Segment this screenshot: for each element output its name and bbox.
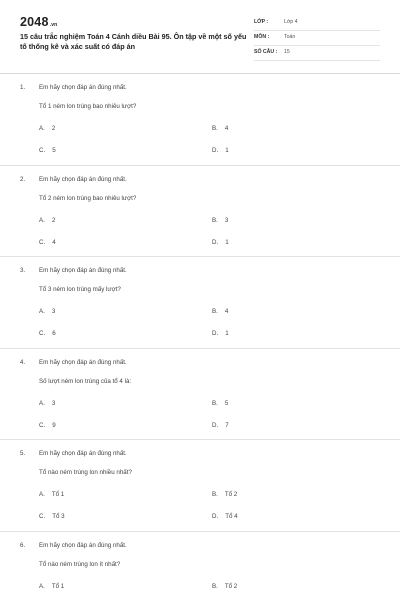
- answer-option[interactable]: [212, 308, 228, 315]
- option-letter: D.: [212, 421, 219, 429]
- question-text: Số lượt ném lon trúng của tổ 4 là:: [39, 377, 132, 385]
- meta-value: Lớp 4: [284, 19, 298, 25]
- question-instruction: Em hãy chọn đáp án đúng nhất.: [39, 358, 127, 366]
- question-block: [0, 257, 400, 349]
- answer-option[interactable]: [212, 491, 237, 498]
- answer-option[interactable]: [212, 217, 228, 224]
- answer-option[interactable]: [212, 239, 229, 246]
- option-value: 5: [52, 147, 56, 154]
- question-number: 6.: [20, 541, 26, 549]
- option-value: 1: [225, 238, 229, 246]
- question-block: [0, 440, 400, 532]
- meta-label: LỚP :: [254, 19, 269, 25]
- option-value: Tổ 2: [224, 582, 238, 590]
- answer-option[interactable]: [212, 330, 229, 337]
- question-block: [0, 166, 400, 258]
- meta-row-count: [254, 46, 380, 61]
- question-number: 2.: [20, 175, 26, 183]
- option-value: 3: [51, 308, 56, 315]
- meta-table: [254, 16, 380, 61]
- page-title: 15 câu trắc nghiệm Toán 4 Cánh diều Bài 95. Ôn tập về một số yếu tố thống kê và xác suất có đáp án: [20, 32, 247, 51]
- site-logo[interactable]: [20, 15, 57, 29]
- option-value: 2: [51, 125, 56, 132]
- option-letter: C.: [39, 513, 46, 520]
- option-value: 2: [51, 216, 56, 224]
- option-value: Tổ 4: [225, 513, 238, 520]
- option-letter: C.: [39, 330, 46, 337]
- option-value: 1: [225, 147, 229, 154]
- question-text: Tổ nào ném trúng lon nhiều nhất?: [39, 469, 132, 476]
- option-letter: C.: [39, 147, 46, 154]
- answer-option[interactable]: [39, 491, 64, 498]
- option-value: 3: [224, 216, 229, 224]
- answer-option[interactable]: [39, 239, 56, 246]
- answer-option[interactable]: [39, 330, 56, 337]
- option-value: 4: [224, 125, 229, 132]
- question-instruction: Em hãy chọn đáp án đúng nhất.: [39, 450, 127, 457]
- question-number: 4.: [20, 358, 26, 366]
- answer-option[interactable]: [212, 422, 229, 429]
- option-value: 3: [51, 399, 56, 407]
- option-letter: A.: [39, 582, 45, 590]
- option-value: 4: [52, 238, 56, 246]
- logo-domain: .vn: [49, 22, 58, 28]
- meta-row-subject: [254, 31, 380, 46]
- question-block: [0, 532, 400, 600]
- answer-option[interactable]: [212, 583, 237, 590]
- option-letter: B.: [212, 308, 218, 315]
- option-value: 7: [225, 421, 229, 429]
- question-text: Tổ 2 ném lon trúng bao nhiêu lượt?: [39, 194, 137, 202]
- option-value: Tổ 1: [51, 582, 65, 590]
- option-value: 1: [225, 330, 229, 337]
- option-letter: D.: [212, 238, 219, 246]
- option-value: 5: [224, 399, 229, 407]
- page-header: [0, 0, 400, 72]
- meta-value: Toán: [284, 34, 296, 40]
- answer-option[interactable]: [39, 308, 55, 315]
- meta-value: 15: [284, 49, 290, 55]
- answer-option[interactable]: [212, 513, 238, 520]
- answer-option[interactable]: [212, 400, 228, 407]
- question-block: [0, 74, 400, 166]
- meta-row-grade: [254, 16, 380, 31]
- answer-option[interactable]: [39, 217, 55, 224]
- question-instruction: Em hãy chọn đáp án đúng nhất.: [39, 175, 127, 183]
- option-letter: B.: [212, 216, 218, 224]
- question-list: [0, 74, 400, 600]
- option-letter: D.: [212, 330, 219, 337]
- option-letter: A.: [39, 399, 45, 407]
- option-letter: A.: [39, 216, 45, 224]
- option-letter: B.: [212, 582, 218, 590]
- question-block: [0, 349, 400, 441]
- answer-option[interactable]: [39, 147, 56, 154]
- option-value: Tổ 1: [51, 491, 65, 498]
- question-instruction: Em hãy chọn đáp án đúng nhất.: [39, 541, 127, 549]
- option-letter: D.: [212, 147, 219, 154]
- answer-option[interactable]: [212, 147, 229, 154]
- answer-option[interactable]: [39, 513, 65, 520]
- option-value: Tổ 3: [52, 513, 65, 520]
- option-letter: A.: [39, 491, 45, 498]
- question-text: Tổ 3 ném lon trúng mấy lượt?: [39, 286, 121, 293]
- option-letter: D.: [212, 513, 219, 520]
- answer-option[interactable]: [39, 400, 55, 407]
- option-letter: C.: [39, 238, 46, 246]
- question-number: 3.: [20, 267, 26, 274]
- meta-label: SỐ CÂU :: [254, 49, 278, 55]
- option-letter: B.: [212, 125, 218, 132]
- option-value: 9: [52, 421, 56, 429]
- answer-option[interactable]: [39, 125, 55, 132]
- answer-option[interactable]: [212, 125, 228, 132]
- option-letter: B.: [212, 399, 218, 407]
- meta-label: MÔN :: [254, 34, 270, 40]
- option-value: 4: [224, 308, 229, 315]
- logo-text: 2048: [20, 15, 49, 29]
- option-value: Tổ 2: [224, 491, 238, 498]
- option-value: 6: [52, 330, 56, 337]
- question-number: 1.: [20, 84, 26, 91]
- answer-option[interactable]: [39, 583, 64, 590]
- option-letter: C.: [39, 421, 46, 429]
- option-letter: A.: [39, 125, 45, 132]
- option-letter: A.: [39, 308, 45, 315]
- question-number: 5.: [20, 450, 26, 457]
- option-letter: B.: [212, 491, 218, 498]
- question-text: Tổ 1 ném lon trúng bao nhiêu lượt?: [39, 103, 137, 110]
- question-instruction: Em hãy chọn đáp án đúng nhất.: [39, 84, 127, 91]
- question-instruction: Em hãy chọn đáp án đúng nhất.: [39, 267, 127, 274]
- answer-option[interactable]: [39, 422, 56, 429]
- question-text: Tổ nào ném trúng lon ít nhất?: [39, 560, 121, 568]
